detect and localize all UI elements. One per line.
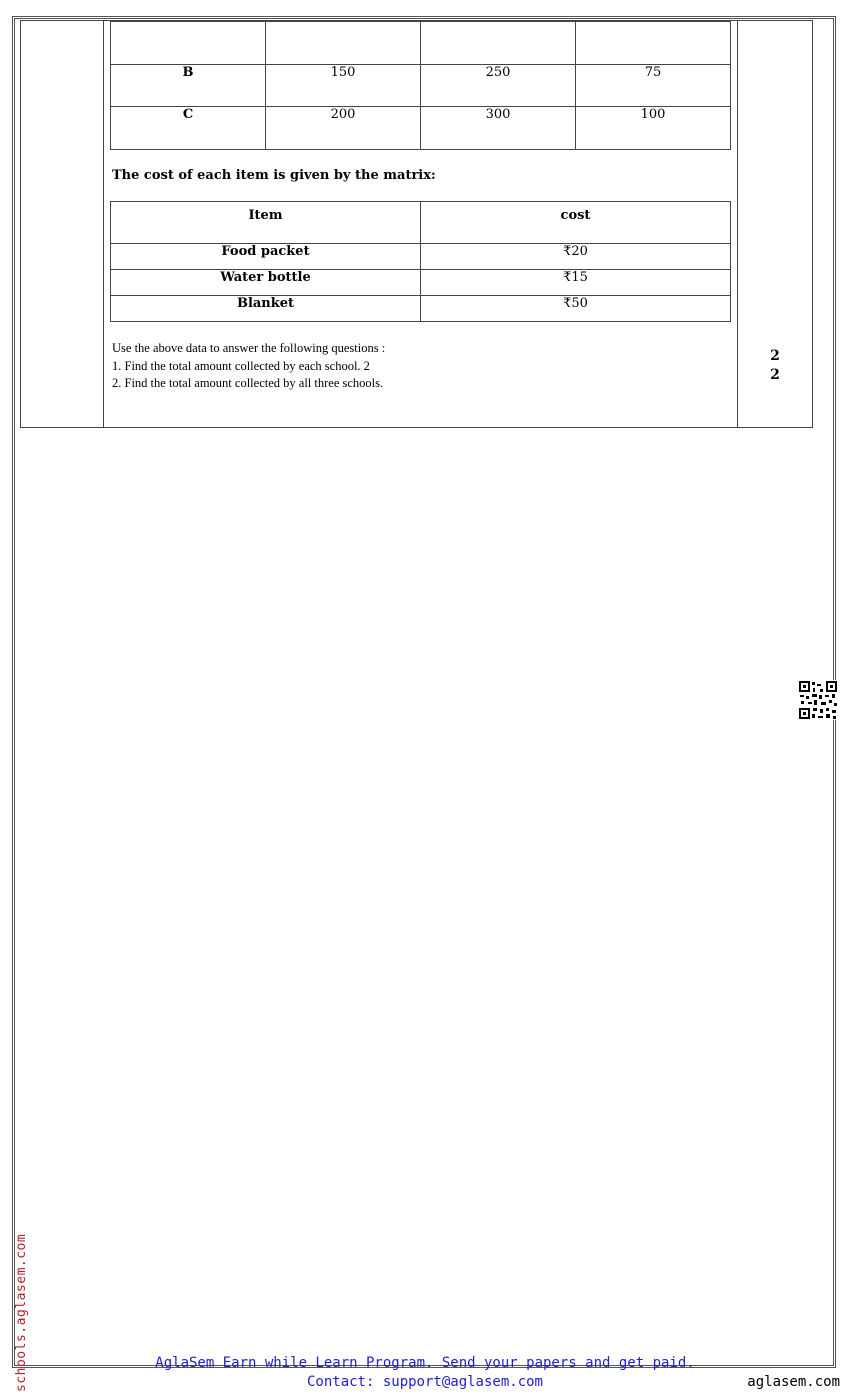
question-number-cell <box>21 21 104 428</box>
question-table <box>20 20 813 428</box>
item-cost: ₹20 <box>421 244 731 270</box>
column-header: cost <box>421 202 731 244</box>
column-header: Item <box>111 202 421 244</box>
question-item: 2. Find the total amount collected by all three schools. <box>112 376 384 390</box>
mark-value: 2 <box>770 367 780 383</box>
table-cell: 300 <box>421 107 576 150</box>
cost-table <box>110 201 731 322</box>
table-row <box>111 65 731 107</box>
table-row <box>111 244 731 270</box>
table-header-row <box>111 202 731 244</box>
distribution-table <box>110 21 731 150</box>
qr-code-icon <box>798 680 838 720</box>
table-cell <box>266 22 421 65</box>
table-cell <box>421 22 576 65</box>
marks <box>738 21 812 385</box>
item-name: Food packet <box>111 244 421 270</box>
table-row <box>111 270 731 296</box>
table-cell: 75 <box>576 65 731 107</box>
row-label: B <box>111 65 266 107</box>
cost-heading: The cost of each item is given by the matrix: <box>112 168 436 183</box>
item-cost: ₹50 <box>421 296 731 322</box>
item-name: Blanket <box>111 296 421 322</box>
table-cell <box>576 22 731 65</box>
footer-contact-text: Contact: support@aglasem.com <box>306 1374 543 1390</box>
table-cell: 200 <box>266 107 421 150</box>
marks-cell <box>738 21 813 428</box>
questions-intro: Use the above data to answer the following questions : <box>112 341 386 355</box>
item-name: Water bottle <box>111 270 421 296</box>
table-row <box>111 107 731 150</box>
table-cell: 100 <box>576 107 731 150</box>
question-item: 1. Find the total amount collected by each school. 2 <box>112 358 370 373</box>
footer-site-text: aglasem.com <box>747 1374 840 1390</box>
footer-program-text: AglaSem Earn while Learn Program. Send your papers and get paid. <box>155 1355 695 1371</box>
item-cost: ₹15 <box>421 270 731 296</box>
table-cell: 150 <box>266 65 421 107</box>
row-label <box>111 22 266 65</box>
row-label: C <box>111 107 266 150</box>
side-watermark: schools.aglasem.com <box>14 1233 29 1392</box>
questions <box>112 340 737 393</box>
table-row <box>111 22 731 65</box>
question-content-cell <box>104 21 738 428</box>
table-cell: 250 <box>421 65 576 107</box>
table-row <box>111 296 731 322</box>
mark-value: 2 <box>770 348 780 364</box>
